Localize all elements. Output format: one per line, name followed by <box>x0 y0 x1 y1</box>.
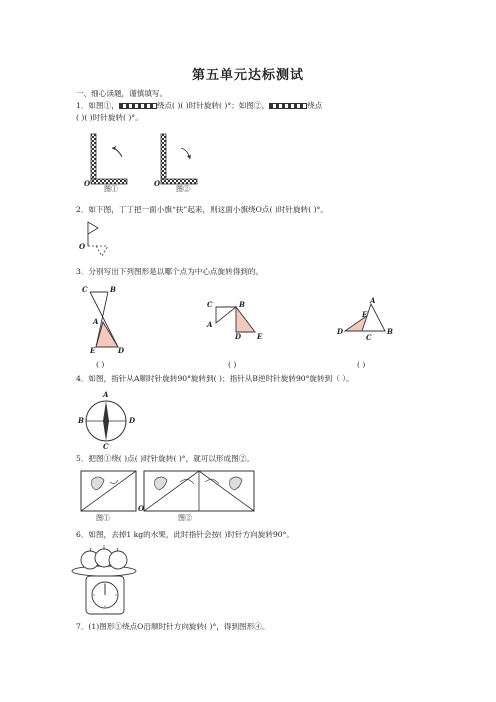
page-title: 第五单元达标测试 <box>191 68 304 83</box>
q1-figure-2 <box>161 134 197 184</box>
question-7: 7．(1)图形①绕点O沿顺时针方向旋转( )°，得到图形④。 <box>76 622 270 631</box>
q2-flag-figure <box>88 222 108 256</box>
q3-answer-blank-1[interactable]: ( ) <box>96 360 105 369</box>
q4-label-a: A <box>103 390 109 399</box>
q5-figure-1-label: 图① <box>96 514 110 522</box>
question-2: 2．如下图，丁丁把一面小旗“扶”起来，则这面小旗绕O点( )时针旋转( )°。 <box>76 205 328 214</box>
q1-text-b: 绕点( )( )时针旋转( )°；如图②， <box>156 101 270 110</box>
q3-answer-blank-3[interactable]: ( ) <box>357 360 366 369</box>
section-heading: 一、细心读题，谨慎填写。 <box>76 89 168 98</box>
q1-point-o-1: O <box>84 179 91 188</box>
q1-figure-1 <box>91 134 127 184</box>
question-5: 5．把图①绕( )点( )时针旋转( )°，就可以形成图②。 <box>76 454 254 463</box>
question-3: 3．分别写出下列图形是以哪个点为中心点旋转得到的。 <box>76 267 264 276</box>
q3-f3-label-a: A <box>370 296 376 305</box>
q5-figure-1 <box>81 471 136 511</box>
q5-figure-2 <box>144 471 254 511</box>
q3-f1-label-d: D <box>118 346 125 355</box>
q3-f3-label-e: E <box>362 310 368 319</box>
q3-f2-label-e: E <box>257 332 263 341</box>
q3-f1-label-a: A <box>93 317 99 326</box>
q3-f3-label-b: B <box>387 327 393 336</box>
q3-answer-blank-2[interactable]: ( ) <box>228 360 237 369</box>
q3-f2-label-d: D <box>235 332 242 341</box>
q3-f1-label-e: E <box>90 346 96 355</box>
q1-figure-2-label: 图② <box>176 185 190 193</box>
q3-f2-label-a: A <box>207 320 213 329</box>
q2-point-o: O <box>79 242 86 251</box>
q3-f2-label-c: C <box>207 300 213 309</box>
question-4: 4．如图，指针从A顺时针旋转90°旋转到( )；指针从B逆时针旋转90°旋转到（ ）。 <box>76 374 354 383</box>
q3-f3-label-c: C <box>366 333 372 342</box>
q1-figure-1-label: 图① <box>104 185 118 193</box>
q1-point-o-2: O <box>154 179 161 188</box>
q6-scale-figure <box>72 545 136 614</box>
q4-label-c: C <box>103 442 109 451</box>
question-6: 6．如图，去掉1 kg的水果，此时指针会按( )时针方向旋转90°。 <box>76 530 294 539</box>
q1-text-c: 绕点 <box>307 101 323 110</box>
q3-f3-label-d: D <box>337 327 344 336</box>
q5-point-o: O <box>138 504 145 513</box>
q5-figure-2-label: 图② <box>178 514 192 522</box>
q4-label-b: B <box>78 416 84 425</box>
q1-text-a: 1．如图①， <box>76 101 119 110</box>
q4-label-d: D <box>129 416 136 425</box>
question-1-line-2: ( )( )时针旋转( )°。 <box>76 113 143 122</box>
q3-figure-2 <box>216 307 255 332</box>
q3-f1-label-b: B <box>110 285 116 294</box>
q3-f2-label-b: B <box>239 300 245 309</box>
q3-f1-label-c: C <box>82 285 88 294</box>
q4-dial-figure <box>86 401 126 441</box>
